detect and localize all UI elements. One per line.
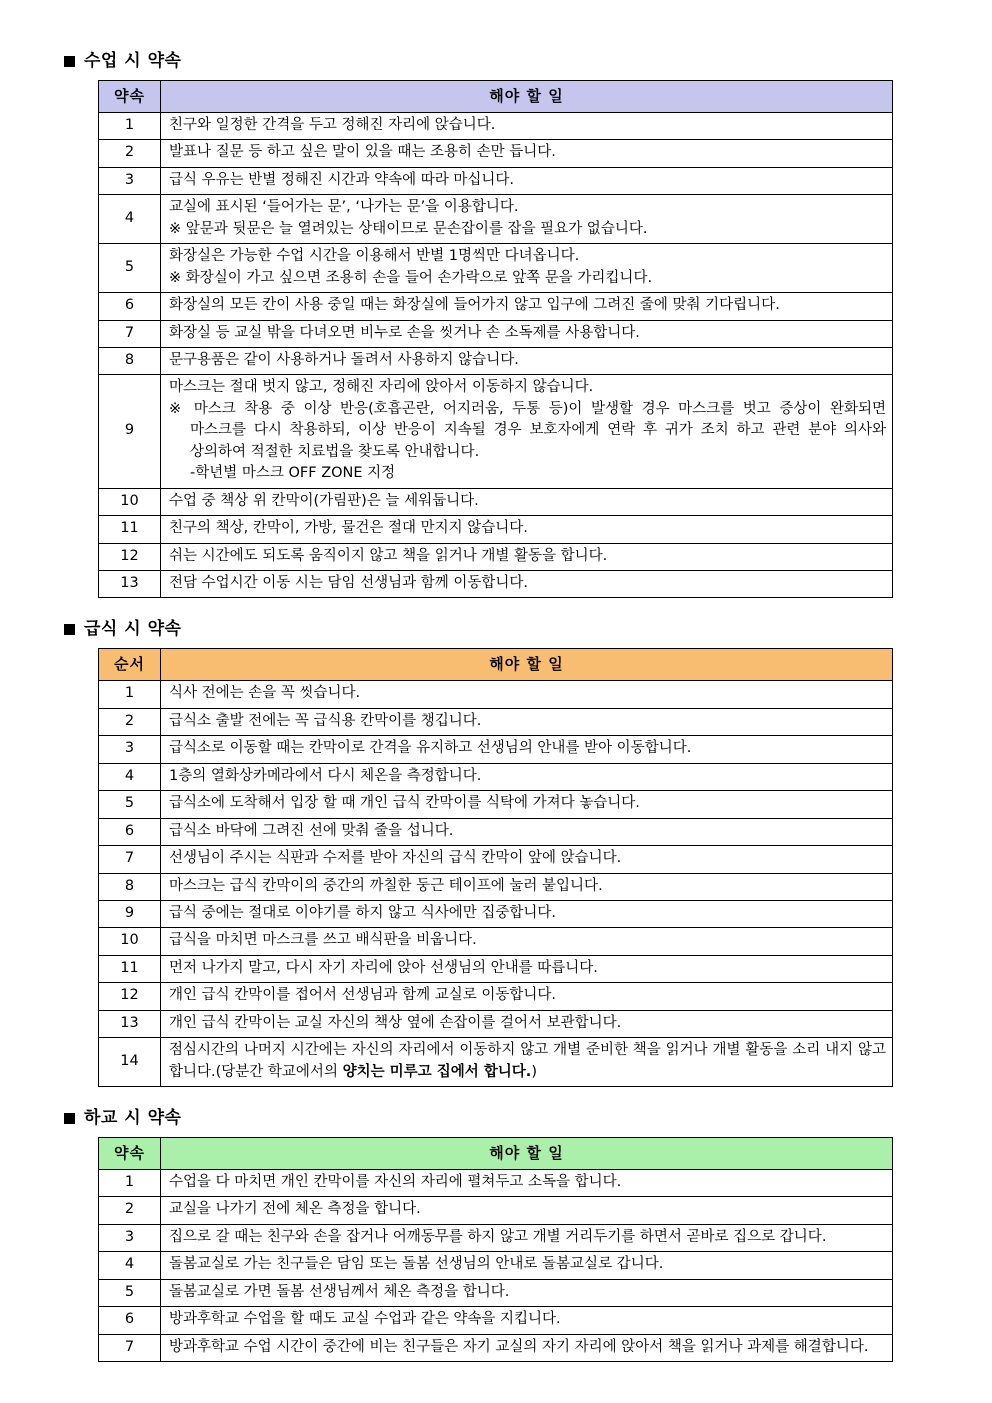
- row-task: [161, 571, 893, 598]
- table-row: [99, 1010, 893, 1037]
- table-row: [99, 1170, 893, 1197]
- task-line: 발표나 질문 등 하고 싶은 말이 있을 때는 조용히 손만 듭니다.: [169, 144, 556, 161]
- table-row: [99, 955, 893, 982]
- row-number: 10: [99, 488, 161, 515]
- row-number: 6: [99, 818, 161, 845]
- task-line: 급식소 바닥에 그려진 선에 맞춰 줄을 섭니다.: [169, 822, 454, 839]
- task-line: 문구용품은 같이 사용하거나 돌려서 사용하지 않습니다.: [169, 351, 519, 368]
- task-line: 급식소 출발 전에는 꼭 급식용 칸막이를 챙깁니다.: [169, 712, 482, 729]
- task-line: 1층의 열화상카메라에서 다시 체온을 측정합니다.: [169, 767, 482, 784]
- promise-table: [98, 648, 893, 1087]
- task-line: 수업 중 책상 위 칸막이(가림판)은 늘 세워둡니다.: [169, 492, 479, 509]
- task-line: 방과후학교 수업을 할 때도 교실 수업과 같은 약속을 지킵니다.: [169, 1311, 561, 1328]
- row-task: [161, 1252, 893, 1279]
- row-task: [161, 681, 893, 708]
- section-heading-label: 급식 시 약속: [84, 619, 182, 640]
- table-header-row: [99, 1137, 893, 1169]
- row-number: 4: [99, 1252, 161, 1279]
- row-task: [161, 736, 893, 763]
- row-number: 12: [99, 543, 161, 570]
- task-line: 선생님이 주시는 식판과 수저를 받아 자신의 급식 칸막이 앞에 앉습니다.: [169, 850, 622, 867]
- task-line: -학년별 마스크 OFF ZONE 지정: [190, 465, 396, 482]
- promise-table: [98, 1137, 893, 1362]
- row-task: [161, 1010, 893, 1037]
- row-task: [161, 488, 893, 515]
- row-number: 7: [99, 320, 161, 347]
- table-header-row: [99, 80, 893, 112]
- task-line: ※ 앞문과 뒷문은 늘 열려있는 상태이므로 문손잡이를 잡을 필요가 없습니다.: [169, 220, 648, 237]
- section-3: [62, 1109, 922, 1362]
- table-row: [99, 1279, 893, 1306]
- black-square-bullet-icon: [64, 56, 75, 67]
- row-task: [161, 955, 893, 982]
- task-line: 집으로 갈 때는 친구와 손을 잡거나 어깨동무를 하지 않고 개별 거리두기를 하면서 곧바로 집으로 갑니다.: [169, 1228, 827, 1245]
- column-header-task: 해야 할 일: [161, 1137, 893, 1169]
- task-line: 방과후학교 수업 시간이 중간에 비는 친구들은 자기 교실의 자기 자리에 앉아서 책을 읽거나 과제를 해결합니다.: [169, 1338, 869, 1355]
- row-number: 8: [99, 347, 161, 374]
- table-row: [99, 140, 893, 167]
- section-1: [62, 52, 922, 598]
- row-number: 2: [99, 140, 161, 167]
- task-line: 돌봄교실로 가는 친구들은 담임 또는 돌봄 선생님의 안내로 돌봄교실로 갑니다.: [169, 1256, 664, 1273]
- row-number: 4: [99, 763, 161, 790]
- row-number: 9: [99, 375, 161, 488]
- row-task: [161, 791, 893, 818]
- row-task: [161, 516, 893, 543]
- column-header-task: 해야 할 일: [161, 649, 893, 681]
- row-task: [161, 1334, 893, 1361]
- row-task: [161, 112, 893, 139]
- section-heading: [64, 1109, 922, 1128]
- task-line: 점심시간의 나머지 시간에는 자신의 자리에서 이동하지 않고 개별 준비한 책을 읽거나 개별 활동을 소리 내지 않고 합니다.(당분간 학교에서의 양치는 미루고 집에서 합니다.): [169, 1042, 886, 1080]
- row-number: 9: [99, 900, 161, 927]
- column-header-task: 해야 할 일: [161, 80, 893, 112]
- column-header-number: 약속: [99, 1137, 161, 1169]
- row-number: 13: [99, 1010, 161, 1037]
- table-row: [99, 571, 893, 598]
- section-heading-label: 하교 시 약속: [84, 1108, 182, 1129]
- table-row: [99, 244, 893, 293]
- table-row: [99, 488, 893, 515]
- row-task: [161, 708, 893, 735]
- table-row: [99, 1334, 893, 1361]
- row-task: [161, 818, 893, 845]
- task-line: 친구와 일정한 간격을 두고 정해진 자리에 앉습니다.: [169, 116, 496, 133]
- row-number: 2: [99, 1197, 161, 1224]
- row-task: [161, 1038, 893, 1087]
- table-row: [99, 708, 893, 735]
- task-line: 교실을 나가기 전에 체온 측정을 합니다.: [169, 1201, 421, 1218]
- task-line: 식사 전에는 손을 꼭 씻습니다.: [169, 685, 361, 702]
- row-number: 7: [99, 1334, 161, 1361]
- black-square-bullet-icon: [64, 624, 75, 635]
- table-row: [99, 763, 893, 790]
- row-task: [161, 347, 893, 374]
- table-row: [99, 375, 893, 488]
- table-row: [99, 1307, 893, 1334]
- table-row: [99, 167, 893, 194]
- task-line: 급식 우유는 반별 정해진 시간과 약속에 따라 마십니다.: [169, 171, 515, 188]
- table-row: [99, 818, 893, 845]
- table-row: [99, 873, 893, 900]
- section-2: [62, 620, 922, 1087]
- column-header-number: 약속: [99, 80, 161, 112]
- row-number: 1: [99, 1170, 161, 1197]
- task-line: 마스크는 급식 칸막이의 중간의 까칠한 둥근 테이프에 눌러 붙입니다.: [169, 877, 603, 894]
- row-number: 3: [99, 736, 161, 763]
- row-task: [161, 763, 893, 790]
- row-number: 1: [99, 681, 161, 708]
- table-row: [99, 195, 893, 244]
- table-row: [99, 1224, 893, 1251]
- table-row: [99, 347, 893, 374]
- row-number: 4: [99, 195, 161, 244]
- task-line: 급식소에 도착해서 입장 할 때 개인 급식 칸막이를 식탁에 가져다 놓습니다.: [169, 795, 640, 812]
- row-task: [161, 375, 893, 488]
- row-task: [161, 195, 893, 244]
- row-task: [161, 846, 893, 873]
- task-line: 전담 수업시간 이동 시는 담임 선생님과 함께 이동합니다.: [169, 575, 529, 592]
- table-row: [99, 846, 893, 873]
- task-line: 급식을 마치면 마스크를 쓰고 배식판을 비웁니다.: [169, 932, 477, 949]
- task-line: ※ 화장실이 가고 싶으면 조용히 손을 들어 손가락으로 앞쪽 문을 가리킵니다.: [169, 269, 653, 286]
- section-heading: [64, 52, 922, 71]
- row-task: [161, 1197, 893, 1224]
- row-task: [161, 928, 893, 955]
- table-row: [99, 983, 893, 1010]
- row-number: 13: [99, 571, 161, 598]
- task-line: 먼저 나가지 말고, 다시 자기 자리에 앉아 선생님의 안내를 따릅니다.: [169, 959, 598, 976]
- table-row: [99, 900, 893, 927]
- row-task: [161, 293, 893, 320]
- task-line: 화장실 등 교실 밖을 다녀오면 비누로 손을 씻거나 손 소독제를 사용합니다.: [169, 324, 640, 341]
- table-row: [99, 681, 893, 708]
- table-row: [99, 516, 893, 543]
- black-square-bullet-icon: [64, 1113, 75, 1124]
- task-line: 화장실은 가능한 수업 시간을 이용해서 반별 1명씩만 다녀옵니다.: [169, 248, 580, 265]
- row-task: [161, 1279, 893, 1306]
- row-task: [161, 983, 893, 1010]
- row-task: [161, 873, 893, 900]
- row-task: [161, 167, 893, 194]
- section-heading: [64, 620, 922, 639]
- row-task: [161, 320, 893, 347]
- table-row: [99, 320, 893, 347]
- row-number: 5: [99, 791, 161, 818]
- task-line: 마스크는 절대 벗지 않고, 정해진 자리에 앉아서 이동하지 않습니다.: [169, 379, 594, 396]
- task-line: 교실에 표시된 ‘들어가는 문’, ‘나가는 문’을 이용합니다.: [169, 199, 519, 216]
- task-line: 개인 급식 칸막이를 접어서 선생님과 함께 교실로 이동합니다.: [169, 987, 557, 1004]
- section-heading-label: 수업 시 약속: [84, 51, 182, 71]
- row-number: 12: [99, 983, 161, 1010]
- row-task: [161, 1170, 893, 1197]
- row-task: [161, 1224, 893, 1251]
- table-row: [99, 543, 893, 570]
- row-task: [161, 244, 893, 293]
- sections-container: [62, 52, 922, 1362]
- task-line: 급식 중에는 절대로 이야기를 하지 않고 식사에만 집중합니다.: [169, 904, 557, 921]
- table-row: [99, 293, 893, 320]
- row-number: 10: [99, 928, 161, 955]
- row-number: 2: [99, 708, 161, 735]
- task-line: 화장실의 모든 칸이 사용 중일 때는 화장실에 들어가지 않고 입구에 그려진 줄에 맞춰 기다립니다.: [169, 297, 780, 314]
- task-line: 급식소로 이동할 때는 칸막이로 간격을 유지하고 선생님의 안내를 받아 이동합니다.: [169, 740, 692, 757]
- task-line: 쉬는 시간에도 되도록 움직이지 않고 책을 읽거나 개별 활동을 합니다.: [169, 547, 608, 564]
- row-task: [161, 900, 893, 927]
- row-number: 3: [99, 167, 161, 194]
- column-header-number: 순서: [99, 649, 161, 681]
- task-line: 개인 급식 칸막이는 교실 자신의 책상 옆에 손잡이를 걸어서 보관합니다.: [169, 1014, 622, 1031]
- task-line: 친구의 책상, 칸막이, 가방, 물건은 절대 만지지 않습니다.: [169, 520, 528, 537]
- task-line: 수업을 다 마치면 개인 칸막이를 자신의 자리에 펼쳐두고 소독을 합니다.: [169, 1174, 622, 1191]
- table-row: [99, 1038, 893, 1087]
- row-number: 8: [99, 873, 161, 900]
- row-number: 6: [99, 293, 161, 320]
- row-number: 1: [99, 112, 161, 139]
- table-row: [99, 928, 893, 955]
- table-row: [99, 736, 893, 763]
- promise-table: [98, 80, 893, 599]
- table-header-row: [99, 649, 893, 681]
- row-number: 7: [99, 846, 161, 873]
- task-line: ※ 마스크 착용 중 이상 반응(호흡곤란, 어지러움, 두통 등)이 발생할 경우 마스크를 벗고 증상이 완화되면 마스크를 다시 착용하되, 이상 반응이 지속될 경우 보호자에게 연락 후 귀가 조치 하고 관련 분야 의사와 상의하여 적절한 치료법을 찾도록 안내합니다.: [169, 400, 886, 460]
- row-task: [161, 543, 893, 570]
- table-row: [99, 112, 893, 139]
- table-row: [99, 1252, 893, 1279]
- row-number: 3: [99, 1224, 161, 1251]
- row-number: 5: [99, 244, 161, 293]
- row-number: 11: [99, 516, 161, 543]
- row-number: 6: [99, 1307, 161, 1334]
- row-task: [161, 1307, 893, 1334]
- row-number: 11: [99, 955, 161, 982]
- task-line: 돌봄교실로 가면 돌봄 선생님께서 체온 측정을 합니다.: [169, 1283, 510, 1300]
- table-row: [99, 1197, 893, 1224]
- row-number: 14: [99, 1038, 161, 1087]
- table-row: [99, 791, 893, 818]
- row-task: [161, 140, 893, 167]
- row-number: 5: [99, 1279, 161, 1306]
